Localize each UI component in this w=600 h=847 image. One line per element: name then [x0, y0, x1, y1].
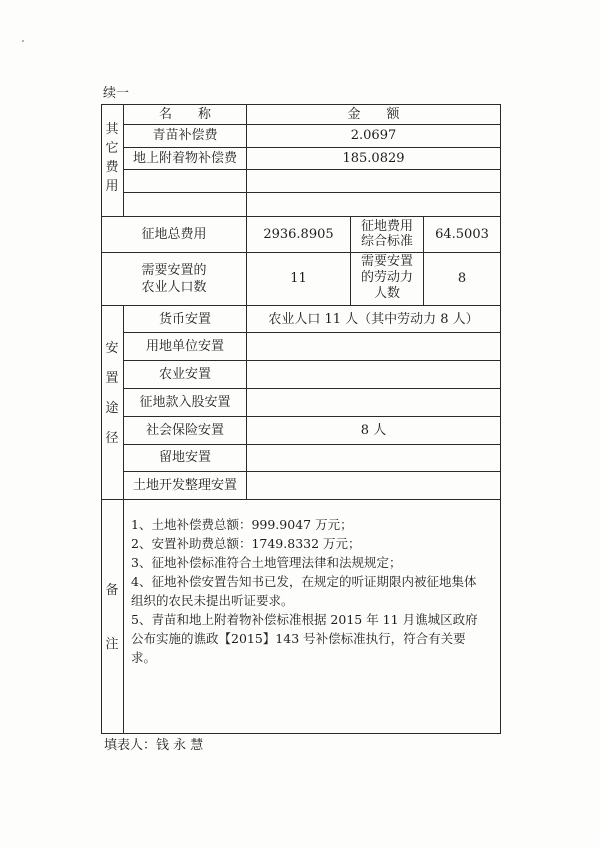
remark-item: 3、征地补偿标准符合土地管理法律和法规规定；: [131, 555, 402, 570]
method-detail: 8 人: [360, 423, 387, 438]
population-value: 11: [290, 271, 307, 286]
labor-label: 需要安置 的劳动力 人数: [360, 254, 413, 301]
labor-value: 8: [457, 271, 467, 286]
remarks-list: [131, 515, 488, 667]
method-name: 征地款入股安置: [139, 395, 231, 410]
remark-item: 2、安置补助费总额：1749.8332 万元；: [131, 536, 361, 551]
fee-name: 地上附着物补偿费: [132, 151, 237, 166]
column-header-name: 名 称: [158, 107, 211, 122]
method-name: 货币安置: [158, 312, 211, 327]
resettlement-section-label: 安 置 途 径: [105, 341, 119, 446]
remark-item: 4、征地补偿安置告知书已发，在规定的听证期限内被征地集体组织的农民未提出听证要求。: [131, 574, 477, 608]
filler-signature: 填表人：钱 永 慧: [104, 738, 204, 753]
fee-amount: 185.0829: [342, 151, 405, 166]
remarks-section-label: 备 注: [105, 583, 119, 652]
remark-item: 1、土地补偿费总额：999.9047 万元；: [131, 517, 353, 532]
population-label: 需要安置的 农业人口数: [141, 263, 207, 295]
column-header-amount: 金 额: [347, 107, 400, 122]
total-fee-label: 征地总费用: [141, 227, 207, 242]
method-name: 社会保险安置: [145, 423, 224, 438]
method-name: 留地安置: [158, 450, 211, 465]
standard-fee-label: 征地费用 综合标准: [360, 219, 413, 249]
other-fees-section-label: 其 它 费 用: [105, 122, 119, 194]
method-name: 土地开发整理安置: [132, 478, 237, 493]
remark-item: 5、青苗和地上附着物补偿标准根据 2015 年 11 月谯城区政府公布实施的谯政【2015】143 号补偿标准执行，符合有关要求。: [131, 612, 478, 665]
method-name: 农业安置: [158, 367, 211, 382]
method-name: 用地单位安置: [145, 339, 224, 354]
total-fee-value: 2936.8905: [263, 227, 334, 242]
scan-speck: [22, 40, 24, 42]
page-header: 续一: [103, 86, 130, 101]
standard-fee-value: 64.5003: [435, 227, 489, 242]
fee-amount: 2.0697: [350, 128, 397, 143]
method-detail: 农业人口 11 人（其中劳动力 8 人）: [268, 312, 479, 327]
fee-name: 青苗补偿费: [152, 128, 218, 143]
